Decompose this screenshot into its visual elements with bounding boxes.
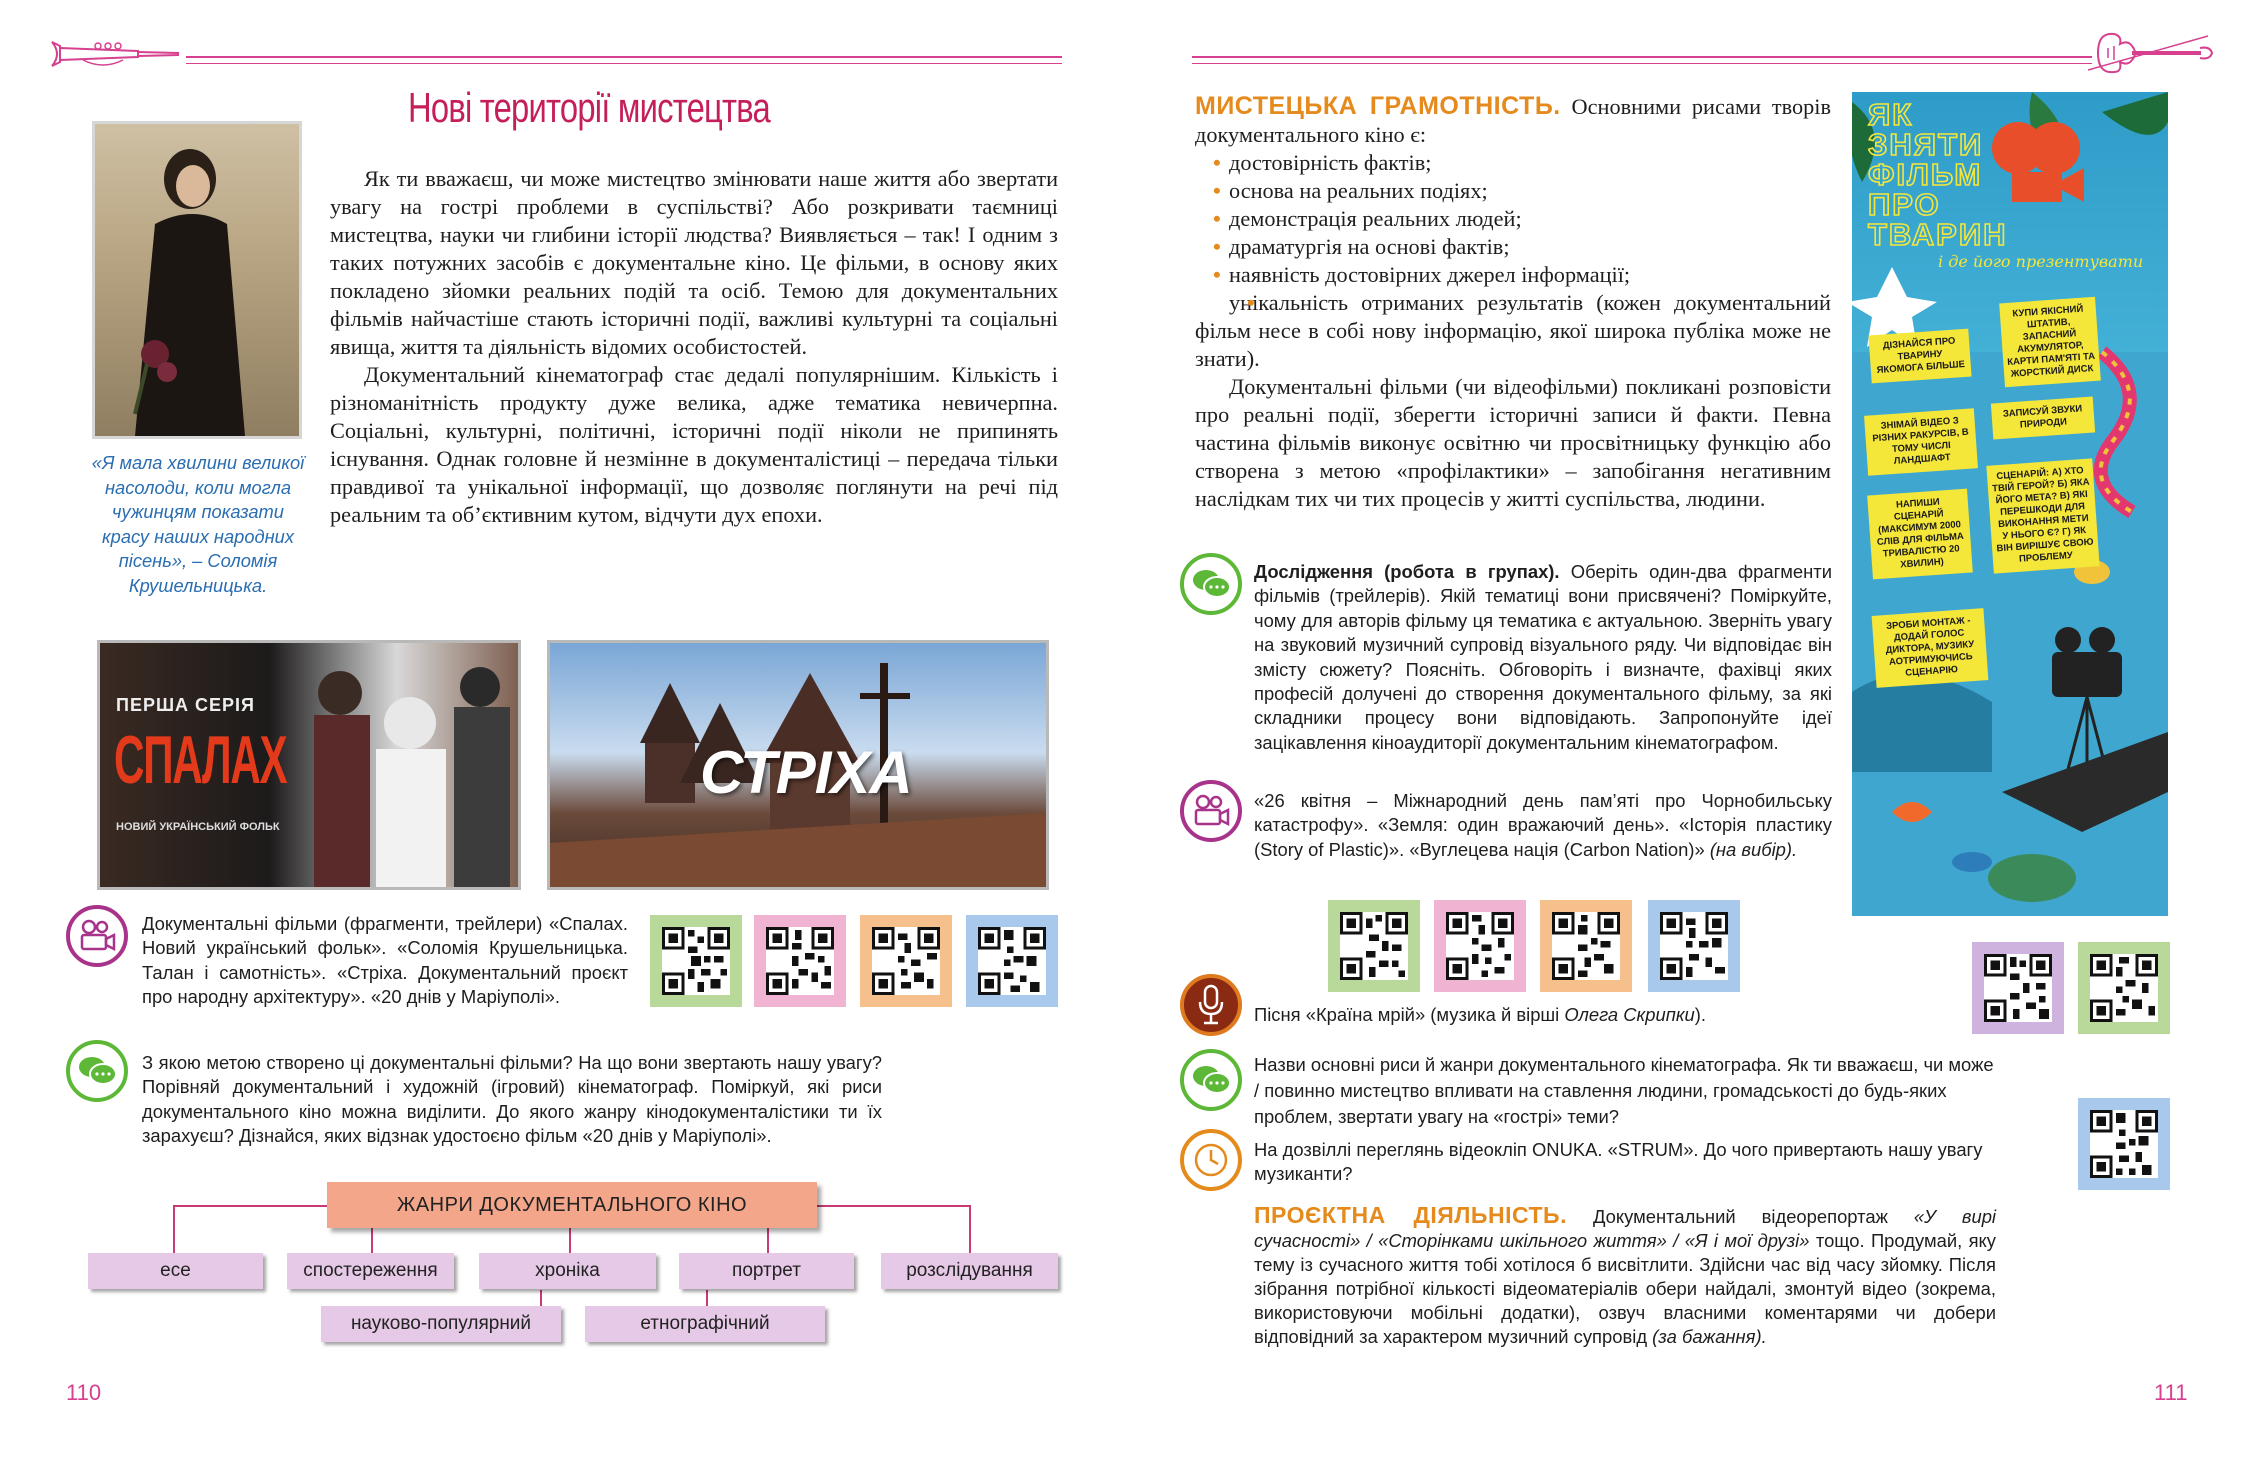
song-text: Пісня «Країна мрій» (музика й вірші Олега Скрипки). [1254,1004,1706,1025]
film-image-strikha [547,640,1049,890]
portrait-photo [92,121,302,439]
connector-line [540,1290,542,1306]
feature-item: • драматургія на основі фактів; [1195,233,1831,261]
poster-note: ЗНІМАЙ ВІДЕО З РІЗНИХ РАКУРСІВ, В ТОМУ ЧИСЛІ ЛАНДШАФТ [1864,408,1978,476]
connector-line [569,1228,571,1253]
connector-line [817,1205,971,1253]
qr-code-icon[interactable] [1434,900,1526,992]
song-author: Олега Скрипки [1564,1004,1695,1025]
poster-note: НАПИШИ СЦЕНАРІЙ (МАКСИМУМ 2000 СЛІВ ДЛЯ ФІЛЬМА ТРИВАЛІСТЮ 20 ХВИЛИН) [1867,489,1973,580]
qr-code-icon[interactable] [860,915,952,1007]
genre-observation: спостереження [287,1253,454,1289]
trumpet-icon [48,34,188,74]
discussion-text: З якою метою створено ці документальні фільми? На що вони звертають нашу увагу? Порівняй документальний і художній (ігровий) кінематограф. Поміркуй, які риси документального кіно можна виділити. До якого жанру кінодокументалістики ти їх зарахуєш? Дізнайся, яких відзнак удостоєно фільм «20 днів у Маріуполі». [142,1052,882,1147]
qr-code-icon[interactable] [2078,942,2170,1034]
feature-item: • унікальність отриманих результатів (кожен документальний фільм несе в собі нову інформацію, якої широка публіка може не знати). [1195,289,1831,373]
feature-item: • основа на реальних подіях; [1195,177,1831,205]
qr-code-icon[interactable] [1648,900,1740,992]
poster-note: ДІЗНАЙСЯ ПРО ТВАРИНУ ЯКОМОГА БІЛЬШЕ [1868,329,1971,384]
research-body: Оберіть один-два фрагменти фільмів (трейлерів). Якій тематиці вони присвячені? Поміркуйте, чому для авторів фільму ця тематика є актуальною. Зверніть увагу на звуковий музичний супровід візуального ряду. Чи відповідає він змісту сюжету? Поясніть. Обговоріть і визначте, фахівці яких професій долучені до створення документального фільму, за які складники процесу вони відповідають. Запропонуйте ідеї зацікавлення кіноаудиторії документальним кінематографом. [1254,561,1832,753]
page-number-left: 110 [66,1380,102,1405]
question-text: Назви основні риси й жанри документального кінематографа. Як ти вважаєш, чи може / повинно мистецтво впливати на ставлення людини, громадськості до будь-яких проблем, звертати увагу на «гострі» теми? [1254,1054,1994,1127]
poster-how-to-film-animals [1852,92,2168,916]
literacy-heading: МИСТЕЦЬКА ГРАМОТНІСТЬ. [1195,92,1561,120]
qr-code-icon[interactable] [1328,900,1420,992]
qr-code-icon[interactable] [2078,1098,2170,1190]
film1-title: СПАЛАХ [114,722,287,798]
feature-item: • наявність достовірних джерел інформації; [1195,261,1831,289]
features-list [1195,149,1831,373]
leisure-text: На дозвіллі переглянь відеокліп ONUKA. «STRUM». До чого привертають нашу увагу музиканти? [1254,1139,1983,1185]
genre-essay: есе [88,1253,263,1289]
literacy-intro: Основними рисами творів документального кіно є: [1195,94,1831,147]
qr-code-icon[interactable] [966,915,1058,1007]
second-paragraph: Документальний кінематограф стає дедалі популярнішим. Кількість і різноманітність продукту дуже велика, адже тематика невичерпна. Соціальні, культурні, політичні, історичні події ніколи не припинять існування. Однак головне й незмінне в документалістиці – передача тільки правдивої та унікальної інформації, що дозволяє поглянути на речі під реальним та об’єктивним кутом, відчути дух епохи. [330,362,1058,527]
purpose-paragraph: Документальні фільми (чи відеофільми) покликані розповісти про реальні події, зберегти історичні записи й факти. Певна частина фільмів виконує освітню чи просвітницьку функцію або створена з метою «профілактики» – запобігання негативним наслідкам тих чи тих процесів у житті суспільства, людини. [1195,374,1831,511]
clock-icon [1180,1129,1242,1191]
genre-chronicle: хроніка [479,1253,656,1289]
connector-line [706,1290,708,1306]
project-heading: ПРОЄКТНА ДІЯЛЬНІСТЬ. [1254,1202,1567,1228]
intro-text [330,165,1058,529]
connector-line [173,1205,327,1253]
chat-bubbles-icon [66,1040,128,1102]
folk-musicians-illustration [300,653,520,890]
film2-title: СТРІХА [700,739,912,806]
portrait-caption: «Я мала хвилини великої насолоди, коли могла чужинцям показати красу наших народних пісень», – Соломія Крушельницька. [91,452,305,596]
qr-code-icon[interactable] [754,915,846,1007]
research-bold: Дослідження (робота в групах). [1254,561,1560,582]
films2-choice: (на вибір). [1709,838,1798,860]
poster-note: КУПИ ЯКІСНИЙ ШТАТИВ, ЗАПАСНИЙ АКУМУЛЯТОР, КАРТИ ПАМ'ЯТІ ТА ЖОРСТКИЙ ДИСК [1999,297,2101,387]
poster-note: ЗАПИСУЙ ЗВУКИ ПРИРОДИ [1991,396,2095,439]
page-title: Нові території мистецтва [408,84,770,131]
film1-subtitle: НОВИЙ УКРАЇНСЬКИЙ ФОЛЬК [116,821,280,833]
qr-code-icon[interactable] [650,915,742,1007]
page-number-right: 111 [2154,1380,2188,1405]
literacy-block [1195,92,1831,513]
poster-title: ЯК ЗНЯТИ ФІЛЬМ ПРО ТВАРИН [1868,97,2008,252]
feature-item: • демонстрація реальних людей; [1195,205,1831,233]
connector-line [767,1228,769,1253]
film-camera-icon [1180,780,1242,842]
qr-code-icon[interactable] [1540,900,1632,992]
woman-figure-illustration [95,124,299,436]
films2-text [1254,789,1832,862]
feature-item: • достовірність фактів; [1195,149,1831,177]
films-list-text: Документальні фільми (фрагменти, трейлери) «Спалах. Новий український фольк». «Соломія Крушельницька. Талан і самотність». «Стріха. Документальний проєкт про народну архітектуру». «20 днів у Маріуполі». [142,913,628,1008]
chat-bubbles-icon [1180,1049,1242,1111]
research-text [1254,560,1832,755]
intro-paragraph: Як ти вважаєш, чи може мистецтво змінювати наше життя або звертати увагу на гострі проблеми в суспільстві? Або розкривати таємниці мистецтва, науки чи глибини історії людства? Виявляється – так! І одним з таких потужних засобів є документальне кіно. Це фільми, в основу яких покладено зйомки реальних подій та осіб. Темою для документальних фільмів найчастіше стають історичні події, важливі культурні та соціальні явища, життя та діяльність відомих особистостей. [330,166,1058,359]
qr-code-icon[interactable] [1972,942,2064,1034]
microphone-icon [1180,974,1242,1036]
genre-portrait: портрет [679,1253,854,1289]
genre-popular-science: науково-популярний [321,1306,561,1342]
chat-bubbles-icon [1180,553,1242,615]
genres-title-box: ЖАНРИ ДОКУМЕНТАЛЬНОГО КІНО [327,1182,817,1228]
films2-list: «26 квітня – Міжнародний день пам’яті про Чорнобильську катастрофу». «Земля: один вражаючий день». «Історія пластику (Story of Plastic)». «Вуглецева нація (Carbon Nation)» [1254,790,1832,860]
violin-icon [2088,26,2218,80]
poster-note: ЗРОБИ МОНТАЖ - ДОДАЙ ГОЛОС ДИКТОРА, МУЗИКУ АОТРИМУЮЧИСЬ СЦЕНАРІЮ [1872,608,1989,688]
film-camera-icon [66,905,128,967]
connector-line [371,1228,373,1253]
project-text: ПРОЄКТНА ДІЯЛЬНІСТЬ. Документальний відеорепортаж «У вирі сучасності» / «Сторінками шкільного життя» / «Я і мої друзі» тощо. Продумай, яку тему із сучасного життя тобі хотілося б висвітлити. Здійсни час від часу зйомку. Після зібрання потрібної кількості відеоматеріалів обери найдалі, змонтуй відео (зокрема, використовуючи мобільні додатки), озвуч власними коментарями чи добери відповідний за характером музичний супровід (за бажання). [1254,1202,1997,1347]
film-image-spalakh [97,640,521,890]
genre-investigation: розслідування [881,1253,1058,1289]
poster-note: СЦЕНАРІЙ: А) ХТО ТВІЙ ГЕРОЙ? Б) ЯКА ЙОГО МЕТА? В) ЯКІ ПЕРЕШКОДИ ДЛЯ ВИКОНАННЯ МЕТИ У НЬОГО Є? Г) ЯК ВІН ВИРІШУЄ СВОЮ ПРОБЛЕМУ [1986,458,2099,573]
genre-ethnographic: етнографічний [585,1306,825,1342]
poster-subtitle: і де його презентувати [1938,252,2144,271]
film1-series: ПЕРША СЕРІЯ [116,695,255,715]
